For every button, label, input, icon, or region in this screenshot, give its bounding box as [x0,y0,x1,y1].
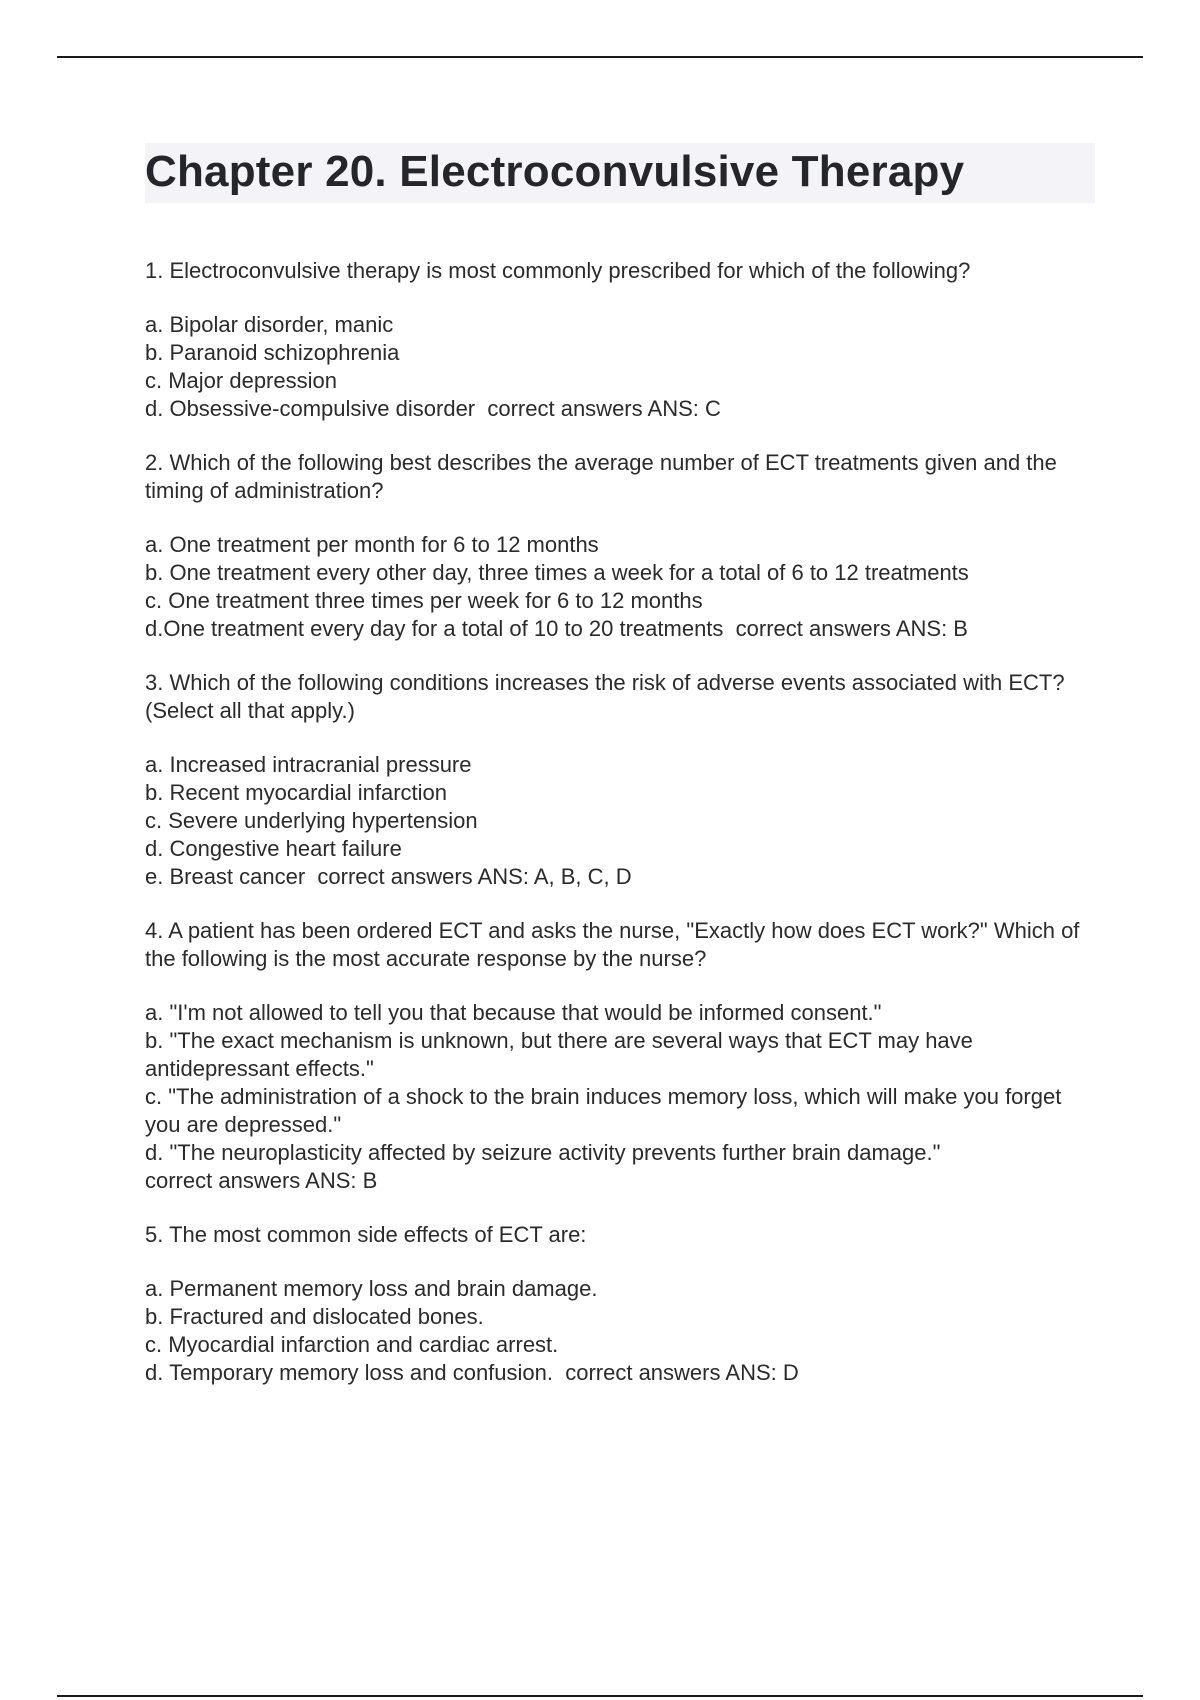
question-1 [145,257,1095,423]
option-text: e. Breast cancer [145,864,306,889]
option: a. Increased intracranial pressure [145,752,472,777]
option-text: d. Temporary memory loss and confusion. [145,1360,553,1385]
option-with-answer [145,1359,1095,1387]
question-4 [145,917,1095,1195]
page-title: Chapter 20. Electroconvulsive Therapy [145,147,965,196]
answer-key: correct answers ANS: C [475,396,721,421]
option-with-answer [145,395,1095,423]
option: a. "I'm not allowed to tell you that because that would be informed consent." [145,1000,882,1025]
footer-rule [57,1695,1143,1697]
question-2 [145,449,1095,643]
option: d. "The neuroplasticity affected by seizure activity prevents further brain damage." [145,1140,941,1165]
options-list [145,999,1095,1195]
option: c. "The administration of a shock to the brain induces memory loss, which will make you forget you are depressed." [145,1084,1062,1137]
option: a. One treatment per month for 6 to 12 months [145,532,599,557]
option: c. One treatment three times per week for 6 to 12 months [145,588,703,613]
option: c. Major depression [145,368,337,393]
answer-key: correct answers ANS: B [145,1168,378,1193]
question-text: 4. A patient has been ordered ECT and asks the nurse, "Exactly how does ECT work?" Which of the following is the most accurate response by the nurse? [145,918,1080,971]
option: a. Permanent memory loss and brain damage. [145,1276,598,1301]
option: b. Paranoid schizophrenia [145,340,400,365]
answer-key: correct answers ANS: D [553,1360,799,1385]
question-text-block [145,669,1095,725]
question-text: 3. Which of the following conditions increases the risk of adverse events associated with ECT? [145,670,1065,695]
option: a. Bipolar disorder, manic [145,312,394,337]
option: c. Myocardial infarction and cardiac arrest. [145,1332,559,1357]
question-subtext: (Select all that apply.) [145,698,355,723]
options-list [145,311,1095,423]
question-5 [145,1221,1095,1387]
option: c. Severe underlying hypertension [145,808,478,833]
option: b. Recent myocardial infarction [145,780,448,805]
question-3 [145,669,1095,891]
answer-key: correct answers ANS: A, B, C, D [305,864,632,889]
option: b. "The exact mechanism is unknown, but there are several ways that ECT may have antidepressant effects." [145,1028,973,1081]
document-body [145,143,1095,1413]
options-list [145,1275,1095,1387]
option-text: d. Obsessive-compulsive disorder [145,396,476,421]
option: b. One treatment every other day, three times a week for a total of 6 to 12 treatments [145,560,969,585]
option-text: d.One treatment every day for a total of 10 to 20 treatments [145,616,724,641]
answer-key: correct answers ANS: B [723,616,968,641]
options-list [145,751,1095,891]
question-text: 5. The most common side effects of ECT are: [145,1222,587,1247]
option-with-answer [145,863,1095,891]
header-rule [57,56,1143,58]
option: b. Fractured and dislocated bones. [145,1304,484,1329]
question-text: 1. Electroconvulsive therapy is most commonly prescribed for which of the following? [145,258,971,283]
title-band [145,143,1095,203]
question-text: 2. Which of the following best describes the average number of ECT treatments given and the timing of administration? [145,450,1057,503]
option: d. Congestive heart failure [145,836,402,861]
option-with-answer [145,615,1095,643]
options-list [145,531,1095,643]
